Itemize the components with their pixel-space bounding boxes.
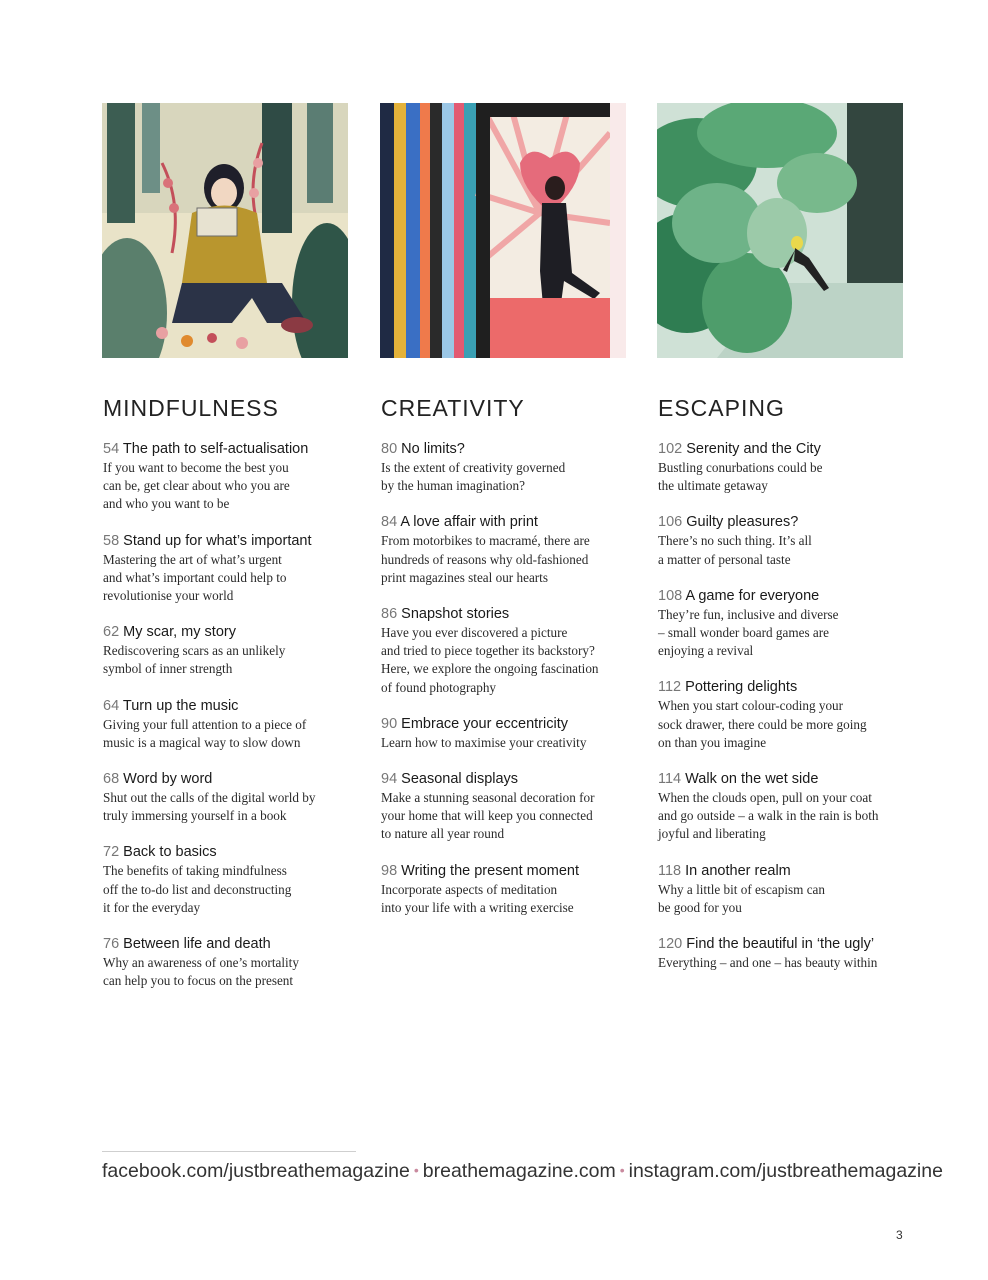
separator-dot: •: [619, 1162, 625, 1178]
toc-entry[interactable]: [381, 862, 626, 917]
page-number: 90: [381, 715, 398, 732]
page-number: 64: [103, 697, 120, 714]
toc-entry[interactable]: [103, 697, 348, 752]
toc-entry[interactable]: [103, 623, 348, 678]
footer-social-links: [102, 1160, 943, 1183]
page-number: 98: [381, 862, 398, 879]
page-number: 68: [103, 771, 120, 788]
entry-description: Is the extent of creativity governed by the human imagination?: [381, 460, 566, 494]
entry-title: Pottering delights: [685, 679, 798, 696]
toc-entry[interactable]: [381, 715, 626, 752]
entry-title: Seasonal displays: [401, 771, 519, 788]
entry-description: Everything – and one – has beauty within: [658, 955, 878, 971]
entry-description: Have you ever discovered a picture and tried to piece together its backstory? Here, we explore the ongoing fascination of found photography: [381, 625, 599, 695]
entry-title: Back to basics: [123, 844, 217, 861]
toc-entry[interactable]: [658, 513, 907, 568]
page-number: 102: [658, 441, 683, 457]
entry-description: From motorbikes to macramé, there are hundreds of reasons why old-fashioned print magazines steal our hearts: [381, 533, 590, 585]
toc-entry[interactable]: [381, 440, 626, 495]
entry-title: Walk on the wet side: [685, 771, 819, 788]
entry-title: The path to self-actualisation: [122, 441, 309, 457]
entry-title: Word by word: [123, 771, 213, 788]
entry-title: In another realm: [685, 862, 791, 879]
entry-description: There’s no such thing. It’s all a matter of personal taste: [658, 533, 812, 567]
page-number: 84: [381, 514, 398, 531]
toc-entry[interactable]: [658, 678, 907, 752]
entry-title: Guilty pleasures?: [686, 514, 799, 531]
entry-description: Shut out the calls of the digital world by truly immersing yourself in a book: [103, 790, 316, 824]
section-creativity: [380, 103, 626, 935]
page-number: 54: [103, 441, 120, 457]
entry-title: Serenity and the City: [686, 441, 821, 457]
entry-description: The benefits of taking mindfulness off the to-do list and deconstructing it for the everyday: [103, 863, 292, 915]
woman-reading-in-garden-illustration: [102, 103, 348, 358]
entry-title: Stand up for what’s important: [123, 532, 312, 549]
entry-description: When you start colour-coding your sock drawer, there could be more going on than you imagine: [658, 698, 867, 750]
entry-title: A love affair with print: [400, 514, 538, 531]
entry-title: Embrace your eccentricity: [401, 715, 568, 732]
entry-title: Snapshot stories: [401, 606, 510, 623]
entry-description: They’re fun, inclusive and diverse – small wonder board games are enjoying a revival: [658, 606, 839, 659]
toc-entry[interactable]: [658, 440, 907, 495]
entry-title: No limits?: [401, 441, 465, 457]
toc-entry[interactable]: [103, 770, 348, 825]
entry-description: Incorporate aspects of meditation into your life with a writing exercise: [381, 881, 574, 915]
entry-description: When the clouds open, pull on your coat and go outside – a walk in the rain is both joyful and liberating: [658, 790, 879, 842]
person-leaping-into-jungle-illustration: [657, 103, 903, 358]
entry-title: Writing the present moment: [401, 862, 580, 879]
toc-entry[interactable]: [103, 843, 348, 917]
woman-stepping-out-of-magazine-illustration: [380, 103, 626, 358]
page-number: 76: [103, 936, 120, 953]
entry-description: Giving your full attention to a piece of music is a magical way to slow down: [103, 716, 307, 750]
entry-title: A game for everyone: [685, 587, 820, 604]
page-number: 106: [658, 514, 683, 531]
entry-description: If you want to become the best you can be, get clear about who you are and who you want to be: [103, 460, 290, 512]
entry-description: Rediscovering scars as an unlikely symbol of inner strength: [103, 643, 286, 677]
toc-entry[interactable]: [658, 862, 907, 917]
toc-entry[interactable]: [658, 587, 907, 661]
entry-description: Why a little bit of escapism can be good for you: [658, 881, 825, 915]
page-number: 120: [658, 936, 683, 953]
entry-description: Learn how to maximise your creativity: [381, 734, 587, 750]
entry-description: Mastering the art of what’s urgent and what’s important could help to revolutionise your world: [103, 551, 287, 604]
section-mindfulness: [102, 103, 348, 1008]
toc-entry[interactable]: [658, 770, 907, 844]
toc-entry[interactable]: [381, 513, 626, 587]
page-number: 112: [658, 679, 682, 696]
entry-title: Turn up the music: [122, 697, 239, 714]
section-title: CREATIVITY: [381, 395, 525, 421]
page-number: 108: [658, 587, 683, 604]
entry-description: Why an awareness of one’s mortality can help you to focus on the present: [103, 955, 299, 989]
entry-description: Bustling conurbations could be the ultimate getaway: [658, 460, 823, 494]
page-number-footer: 3: [896, 1228, 903, 1242]
page-number: 80: [381, 441, 398, 457]
facebook-link[interactable]: facebook.com/justbreathemagazine: [102, 1160, 410, 1182]
page-number: 72: [103, 844, 120, 861]
toc-entry[interactable]: [103, 532, 348, 606]
entry-title: Find the beautiful in ‘the ugly’: [686, 936, 875, 953]
toc-entry[interactable]: [658, 935, 907, 972]
section-title: MINDFULNESS: [103, 395, 279, 421]
instagram-link[interactable]: instagram.com/justbreathemagazine: [628, 1160, 943, 1182]
footer-divider: [102, 1151, 356, 1152]
section-escaping: [657, 103, 907, 990]
entry-description: Make a stunning seasonal decoration for your home that will keep you connected to nature all year round: [381, 790, 595, 842]
page-number: 62: [103, 624, 120, 641]
page-number: 114: [658, 771, 682, 788]
toc-entry[interactable]: [381, 770, 626, 844]
page-number: 58: [103, 532, 120, 549]
website-link[interactable]: breathemagazine.com: [422, 1160, 616, 1182]
section-title: ESCAPING: [658, 395, 785, 421]
toc-entry[interactable]: [103, 935, 348, 990]
toc-entry[interactable]: [381, 605, 626, 697]
page-number: 118: [658, 862, 682, 879]
page-number: 94: [381, 771, 398, 788]
page-number: 86: [381, 606, 398, 623]
entry-title: Between life and death: [123, 936, 271, 953]
separator-dot: •: [413, 1162, 419, 1178]
entry-title: My scar, my story: [123, 624, 236, 641]
toc-entry[interactable]: [103, 440, 348, 514]
